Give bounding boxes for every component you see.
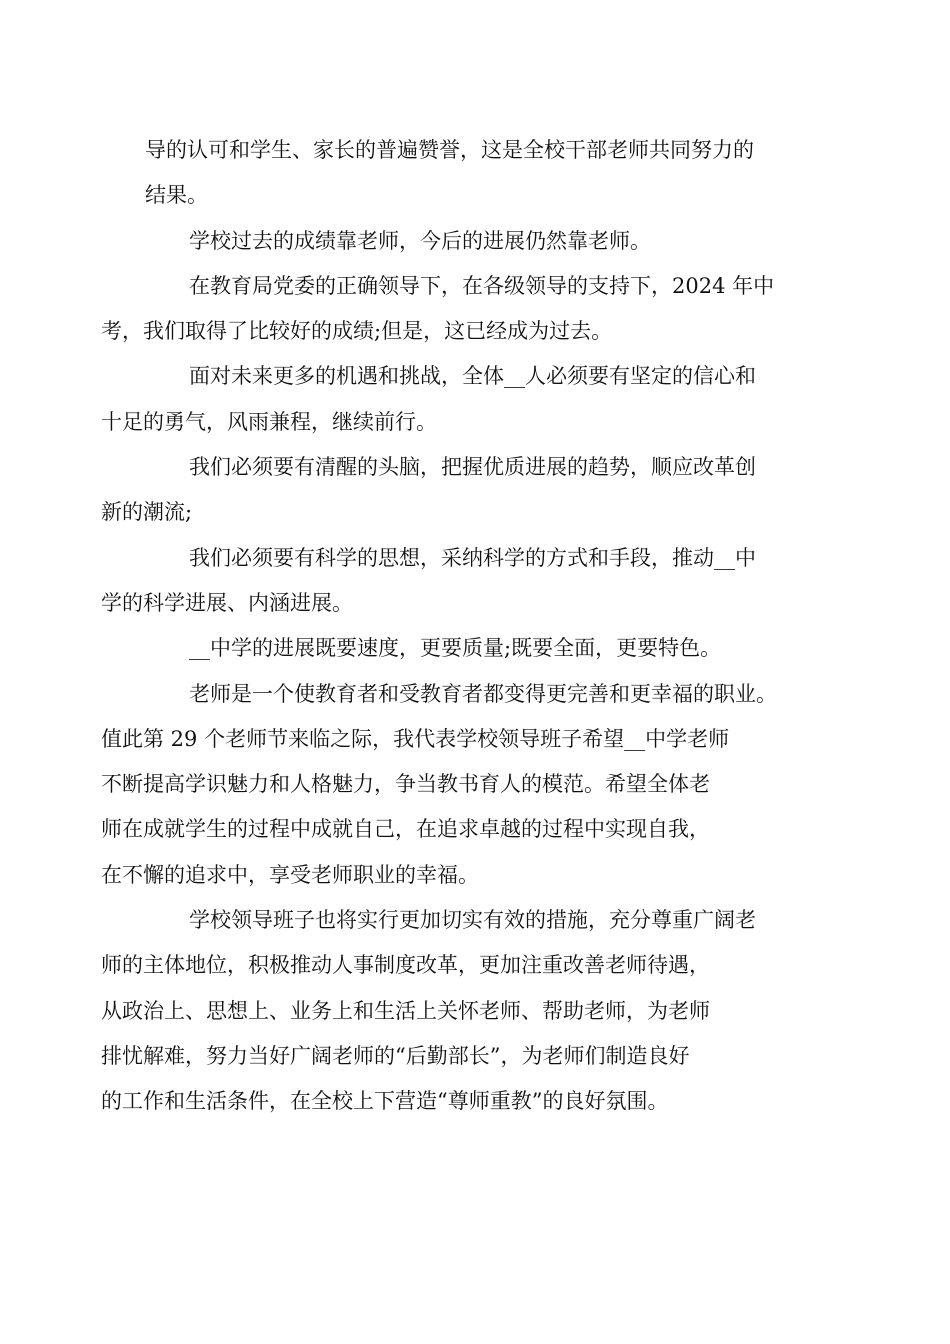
text-line: 师的主体地位，积极推动人事制度改革，更加注重改善老师待遇， (101, 953, 710, 978)
text-line: 结果。 (145, 183, 208, 208)
text-line: 值此第 29 个老师节来临之际，我代表学校领导班子希望__中学老师 (101, 726, 730, 751)
text-line: 学的科学进展、内涵进展。 (101, 590, 353, 615)
text-line: 学校过去的成绩靠老师，今后的进展仍然靠老师。 (189, 228, 651, 253)
text-line: 在教育局党委的正确领导下，在各级领导的支持下，2024 年中 (189, 273, 775, 298)
text-line: 的工作和生活条件，在全校上下营造“尊师重教”的良好氛围。 (101, 1089, 669, 1114)
text-line: 不断提高学识魅力和人格魅力，争当教书育人的模范。希望全体老 (101, 772, 710, 797)
paragraph-5 (101, 445, 810, 536)
paragraph-8 (101, 672, 810, 898)
text-line: 老师是一个使教育者和受教育者都变得更完善和更幸福的职业。 (189, 681, 777, 706)
body-text (101, 128, 810, 1125)
text-line: 学校领导班子也将实行更加切实有效的措施，充分尊重广阔老 (189, 908, 756, 933)
text-line: 考，我们取得了比较好的成绩;但是，这已经成为过去。 (101, 319, 613, 344)
paragraph-3 (101, 264, 810, 355)
text-line: 我们必须要有科学的思想，采纳科学的方式和手段，推动__中 (189, 545, 756, 570)
text-line: 十足的勇气，风雨兼程，继续前行。 (101, 409, 437, 434)
text-line: 排忧解难，努力当好广阔老师的“后勤部长”，为老师们制造良好 (101, 1043, 690, 1068)
text-line: 新的潮流; (101, 500, 193, 525)
paragraph-4 (101, 354, 810, 445)
text-line: __中学的进展既要速度，更要质量;既要全面，更要特色。 (189, 636, 722, 661)
paragraph-1 (145, 128, 810, 219)
text-line: 师在成就学生的过程中成就自己，在追求卓越的过程中实现自我， (101, 817, 710, 842)
text-line: 在不懈的追求中，享受老师职业的幸福。 (101, 862, 479, 887)
paragraph-9 (101, 898, 810, 1124)
paragraph-6 (101, 536, 810, 627)
text-line: 从政治上、思想上、业务上和生活上关怀老师、帮助老师，为老师 (101, 998, 710, 1023)
text-line: 我们必须要有清醒的头脑，把握优质进展的趋势，顺应改革创 (189, 455, 756, 480)
paragraph-7 (145, 626, 810, 671)
text-line: 导的认可和学生、家长的普遍赞誉，这是全校干部老师共同努力的 (145, 138, 754, 162)
paragraph-2 (145, 219, 810, 264)
text-line: 面对未来更多的机遇和挑战，全体__人必须要有坚定的信心和 (189, 364, 756, 389)
